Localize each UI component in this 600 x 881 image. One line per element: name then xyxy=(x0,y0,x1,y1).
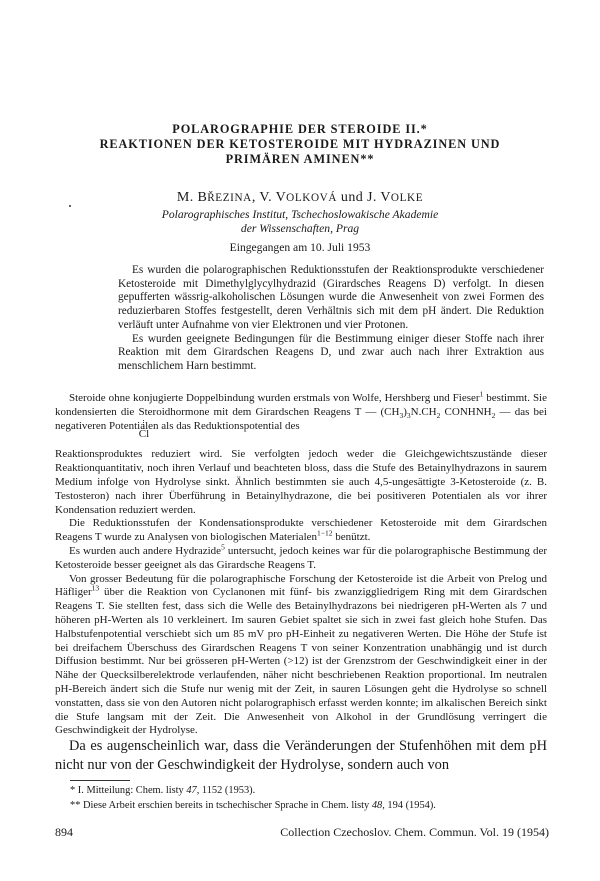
author-3-surname: OLKE xyxy=(390,192,424,204)
author-separator-2: und J. V xyxy=(337,190,391,205)
abstract-paragraph-2: Es wurden geeignete Bedingungen für die Bestimmung einiger dieser Stoffe nach ihrer Reaktion mit dem Girardschen Reagens D, und zwar auch nach ihrer Extraktion aus menschlichem Harn bestimmt. xyxy=(118,332,544,372)
received-date: Eingegangen am 10. Juli 1953 xyxy=(229,241,371,254)
body-text xyxy=(55,389,547,738)
page-number: 894 xyxy=(55,825,73,839)
body-paragraph-2: Die Reduktionsstufen der Kondensationsprodukte verschiedener Ketosteroide mit dem Girardschen Reagens T wurde zu Analysen von biologischen Materialen$^{1-12}$ benützt. xyxy=(55,517,547,544)
author-2-surname: OLKOVÁ xyxy=(286,192,338,204)
stray-dot-mark xyxy=(69,205,71,207)
continuation-text xyxy=(55,737,547,775)
citation-1: 1 xyxy=(479,389,484,399)
footnote-1: * I. Mitteilung: Chem. listy 47, 1152 (1953). xyxy=(70,785,256,796)
continuation-paragraph: Da es augenscheinlich war, dass die Veränderungen der Stufenhöhen mit dem pH nicht nur von der Geschwindigkeit der Hydrolyse, sondern auch von xyxy=(55,738,547,773)
affiliation-line-1: Polarographisches Institut, Tschechoslowakische Akademie xyxy=(161,208,439,221)
citation-13: 13 xyxy=(91,583,100,593)
title-line-1: POLAROGRAPHIE DER STEROIDE II.* xyxy=(172,122,428,136)
footnote-2: ** Diese Arbeit erschien bereits in tschechischer Sprache in Chem. listy 48, 194 (1954). xyxy=(70,800,436,811)
footnote-rule xyxy=(70,780,130,781)
author-separator-1: , V. V xyxy=(251,190,287,205)
body-paragraph-4: Von grosser Bedeutung für die polarographische Forschung der Ketosteroide ist die Arbeit von Prelog und Häfliger$^{13}$ über die Reaktion von Cyclanonen mit fünf- bis zwanziggliedrigem Ring mit dem Girardschen Reagens T. Sie stellten fest, dass sich die Welle des Betainylhydrazons bei niedrigeren pH-Werten als 7 und höheren pH-Werten als 10 verkleinert. Im sauren Gebiet spaltet sie sich in zwei fast gleich hohe Stufen. Das Halbstufenpotential verschiebt sich um 85 mV pro pH-Einheit zu negativeren Werten. Die Höhe der Stufe ist bei dreifachem Überschuss des Girardschen Reagens T von seiner Konzentration unabhängig und ist durch Diffusion bestimmt. Nur bei grösseren pH-Werten (>12) ist der Grenzstrom der Geschwindigkeit einer in der Nähe der Quecksilberelektrode verlaufenden, näher nicht beschriebenen Reaktion proportional. Im neutralen pH-Bereich ändert sich die Stufe nur wenig mit der Zeit, in sauren Lösungen geht die Hydrolyse so schnell vonstatten, dass sie von den Autoren nicht polarographisch erfasst werden konnte; im alkalischen Bereich sinkt die Stufe langsam mit der Zeit. Die Anwesenheit von Alkohol in der Grundlösung verringert die Geschwindigkeit der Hydrolyse. xyxy=(55,572,547,737)
title-line-2: REAKTIONEN DER KETOSTEROIDE MIT HYDRAZINEN UND xyxy=(99,137,501,151)
affiliation-line-2: der Wissenschaften, Prag xyxy=(240,222,360,235)
author-1-surname: ŘEZINA xyxy=(207,192,252,204)
formula-spacer xyxy=(55,433,547,448)
body-paragraph-1: Steroide ohne konjugierte Doppelbindung wurden erstmals von Wolfe, Hershberg und Fieser$^1$ bestimmt. Sie kondensierten die Steroidhormone mit dem Girardschen Reagens T — $(CH_3)_3N.CH_2$ $CONHNH_2$ — das bei negativeren Potentialen als das Reduktionspotential des xyxy=(55,389,547,432)
citation-5: 5 xyxy=(221,542,225,552)
abstract-paragraph-1: Es wurden die polarographischen Reduktionsstufen der Reaktionsprodukte verschiedener Ketosteroide mit Dimethylglycylhydrazid (Girardsches Reagens D) verfolgt. In diesen gepufferten wässrig-alkoholischen Lösungen wurde die Anwesenheit von zwei Formen des reduzierbaren Stoffes festgestellt, deren Verhältnis sich mit dem pH ändert. Die Reduktion verläuft unter Aufnahme von vier Elektronen und vier Protonen. xyxy=(118,264,544,331)
abstract xyxy=(118,264,544,374)
body-paragraph-3: Es wurden auch andere Hydrazide$^5$ untersucht, jedoch keines war für die polarographische Bestimmung der Ketosteroide besser geeignet als das Girardsche Reagens T. xyxy=(55,542,547,571)
body-paragraph-1-continued: Reaktionsproduktes reduziert wird. Sie verfolgten jedoch weder die Gleichgewichtszustände dieser Reaktionquantitativ, noch ihren Verlauf und beachteten bloss, dass die Stufe des Betainylhydrazons in saurem Medium infolge von Hydrolyse sinkt. Ähnlich bestimmten sie auch 4,5-ungesättigte 3-Ketosteroide (z. B. Testosteron) nach ihrer Überführung in Betainylhydrazone, die bei positiveren Potentialen als vor ihrer Kondensation reduziert werden. xyxy=(55,448,547,516)
author-1-initial: M. B xyxy=(176,190,208,205)
title-line-3: PRIMÄREN AMINEN** xyxy=(225,152,375,166)
journal-reference: Collection Czechoslov. Chem. Commun. Vol. 19 (1954) xyxy=(280,825,549,839)
author-list xyxy=(60,190,540,206)
formula-chloride-substituent: Cl xyxy=(136,420,152,440)
citation-1-12: 1−12 xyxy=(317,528,333,538)
footnotes xyxy=(70,783,548,813)
